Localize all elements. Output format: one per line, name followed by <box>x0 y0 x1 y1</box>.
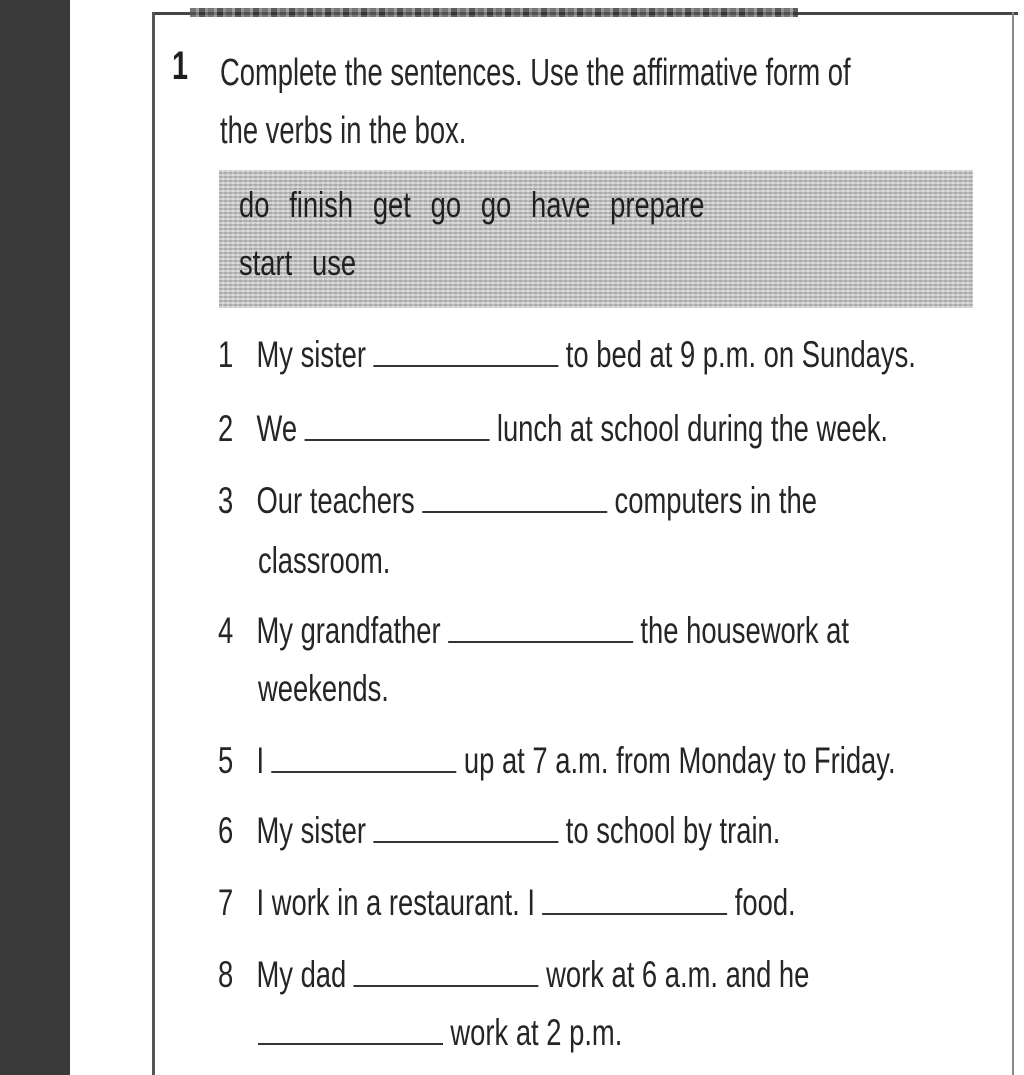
sentence-after: computers in the <box>614 480 817 521</box>
sentence-before: We <box>256 408 298 449</box>
sentence-7 <box>218 882 796 924</box>
sentence-after: food. <box>734 882 796 923</box>
answer-blank[interactable] <box>448 641 633 643</box>
answer-blank[interactable] <box>422 511 607 513</box>
word-box-item: do <box>239 184 270 225</box>
sentence-number: 7 <box>218 882 234 923</box>
sentence-number: 2 <box>218 408 234 449</box>
answer-blank[interactable] <box>304 439 489 441</box>
exercise-frame-top-pattern <box>190 8 798 17</box>
verb-word-box <box>219 170 973 308</box>
instruction-line-1: Complete the sentences. Use the affirmative form of <box>220 52 851 94</box>
sentence-number: 1 <box>218 334 234 375</box>
sentence-5 <box>218 740 896 782</box>
sentence-number: 5 <box>218 740 234 781</box>
word-box-item: go <box>430 184 462 225</box>
exercise-frame-right <box>1012 12 1014 1075</box>
word-box-item: get <box>372 184 411 225</box>
sentence-1 <box>218 334 916 376</box>
sentence-4-continuation: weekends. <box>258 668 389 709</box>
sentence-3-continuation: classroom. <box>258 540 391 581</box>
sentence-after: the housework at <box>640 610 849 651</box>
answer-blank[interactable] <box>271 771 456 773</box>
sentence-number: 4 <box>218 610 234 651</box>
word-box-item: go <box>480 184 512 225</box>
word-box-row-2 <box>239 242 376 284</box>
sentence-after: lunch at school during the week. <box>496 408 889 449</box>
answer-blank[interactable] <box>373 841 558 843</box>
sentence-8-continuation <box>258 1012 622 1054</box>
sentence-before: My sister <box>256 810 366 851</box>
answer-blank[interactable] <box>373 365 558 367</box>
exercise-frame-left <box>152 12 155 1075</box>
sentence-continuation-text: work at 2 p.m. <box>450 1012 623 1053</box>
word-box-item: use <box>311 242 357 283</box>
sentence-after: work at 6 a.m. and he <box>546 954 810 995</box>
sentence-number: 6 <box>218 810 234 851</box>
sentence-before: Our teachers <box>256 480 415 521</box>
answer-blank[interactable] <box>354 985 539 987</box>
exercise-number: 1 <box>172 44 189 88</box>
word-box-item: have <box>531 184 591 225</box>
sentence-before: My sister <box>256 334 366 375</box>
sentence-4 <box>218 610 849 652</box>
sentence-after: up at 7 a.m. from Monday to Friday. <box>463 740 896 781</box>
sentence-8 <box>218 954 809 996</box>
sentence-6 <box>218 810 780 852</box>
answer-blank[interactable] <box>542 913 727 915</box>
instruction-line-2: the verbs in the box. <box>220 110 467 152</box>
sentence-after: to bed at 9 p.m. on Sundays. <box>565 334 916 375</box>
sentence-2 <box>218 408 888 450</box>
word-box-item: prepare <box>610 184 705 225</box>
sentence-number: 8 <box>218 954 234 995</box>
exercise-instruction <box>220 44 851 160</box>
sentence-3 <box>218 480 817 522</box>
sentence-before: My dad <box>256 954 347 995</box>
scan-dark-edge <box>0 0 70 1075</box>
sentence-before: I work in a restaurant. I <box>256 882 535 923</box>
word-box-item: start <box>239 242 293 283</box>
word-box-item: finish <box>289 184 354 225</box>
sentence-after: to school by train. <box>565 810 781 851</box>
sentence-number: 3 <box>218 480 234 521</box>
answer-blank[interactable] <box>258 1043 443 1045</box>
sentence-before: My grandfather <box>256 610 441 651</box>
sentence-before: I <box>256 740 265 781</box>
word-box-row-1 <box>239 184 724 226</box>
